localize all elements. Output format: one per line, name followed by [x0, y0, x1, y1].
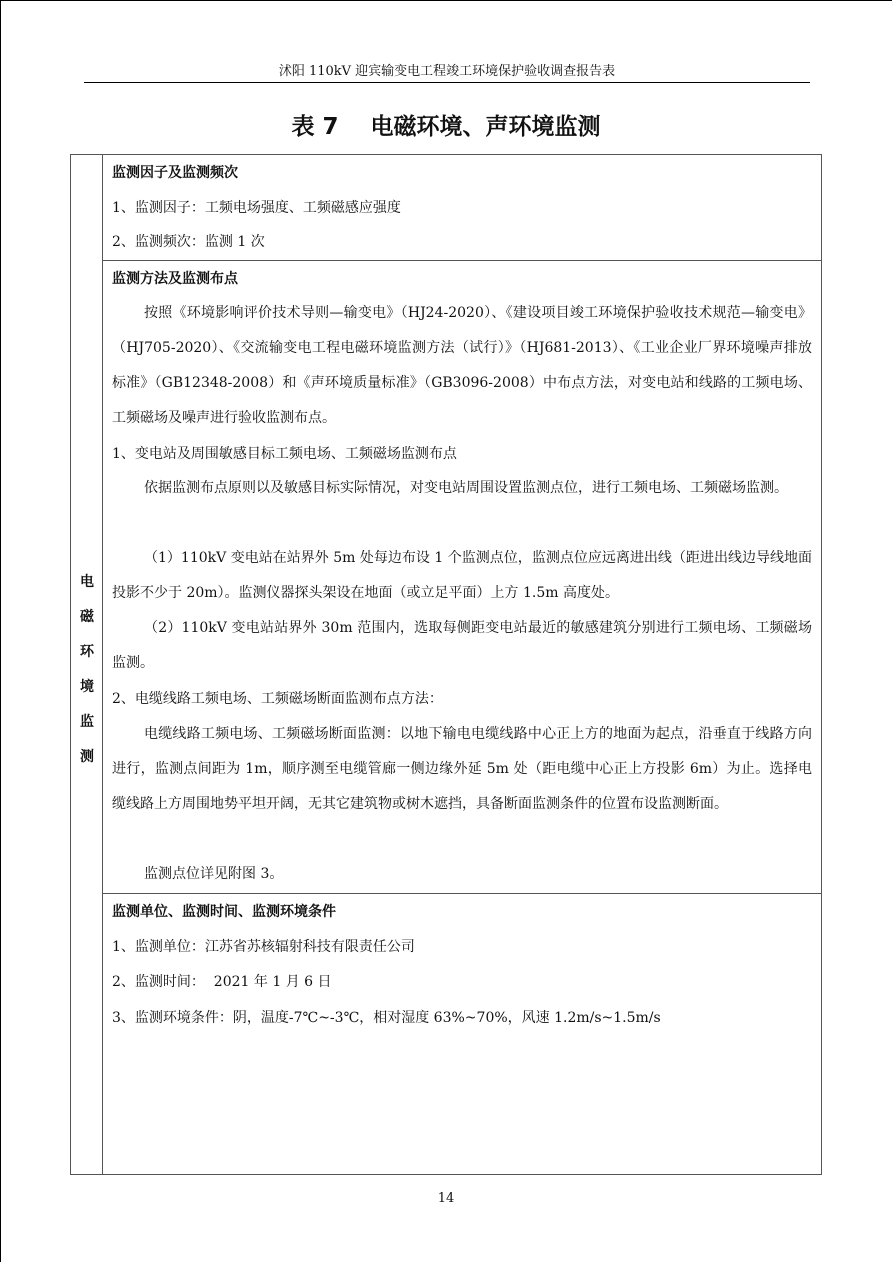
list-item: 3、监测环境条件：阴，温度-7℃~-3℃，相对湿度 63%~70%，风速 1.2m/s~1.5m/s [112, 1010, 661, 1026]
side-label-char: 境 [80, 679, 94, 695]
subsection-title: 2、电缆线路工频电场、工频磁场断面监测布点方法： [112, 691, 443, 707]
side-label-char: 磁 [80, 609, 94, 625]
section-heading: 监测因子及监测频次 [112, 165, 238, 181]
side-label-char: 环 [80, 644, 94, 660]
paragraph: （2）110kV 变电站站界外 30m 范围内，选取每侧距变电站最近的敏感建筑分别进行工频电场、工频磁场监测。 [112, 620, 812, 671]
section-monitoring-factors [103, 155, 821, 261]
list-item: 1、监测因子：工频电场强度、工频磁感应强度 [112, 200, 401, 216]
section-heading: 监测方法及监测布点 [112, 271, 238, 287]
page-top-border [0, 0, 892, 1]
section-monitoring-conditions [103, 894, 821, 1174]
list-item: 2、监测频次：监测 1 次 [112, 234, 265, 250]
subsection-title: 1、变电站及周围敏感目标工频电场、工频磁场监测布点 [112, 446, 457, 462]
side-label [71, 565, 103, 775]
list-item: 2、监测时间： 2021 年 1 月 6 日 [112, 974, 332, 990]
note-text: 监测点位详见附图 3。 [144, 866, 284, 882]
running-header: 沭阳 110kV 迎宾输变电工程竣工环境保护验收调查报告表 [278, 64, 616, 79]
paragraph: （1）110kV 变电站在站界外 5m 处每边布设 1 个监测点位，监测点位应远离进出线（距进出线边导线地面投影不少于 20m）。监测仪器探头架设在地面（或立足平面）上方 1.5m 高度处。 [112, 550, 812, 601]
side-label-char: 电 [80, 574, 94, 590]
page-left-border [0, 0, 1, 1262]
side-label-char: 监 [80, 714, 94, 730]
table-title: 表 7 电磁环境、声环境监测 [291, 114, 601, 140]
list-item: 1、监测单位：江苏省苏核辐射科技有限责任公司 [112, 939, 415, 955]
section-heading: 监测单位、监测时间、监测环境条件 [112, 904, 336, 920]
paragraph: 电缆线路工频电场、工频磁场断面监测：以地下输电电缆线路中心正上方的地面为起点，沿垂直于线路方向进行，监测点间距为 1m，顺序测至电缆管廊一侧边缘外延 5m 处（距电缆中心正上方投影 6m）为止。选择电缆线路上方周围地势平坦开阔，无其它建筑物或树木遮挡，具备断面监测条件的位置布设监测断面。 [112, 726, 812, 812]
header-divider [84, 82, 810, 83]
intro-paragraph: 按照《环境影响评价技术导则—输变电》（HJ24-2020）、《建设项目竣工环境保护验收技术规范—输变电》（HJ705-2020）、《交流输变电工程电磁环境监测方法（试行）》（HJ681-2013）、《工业企业厂界环境噪声排放标准》（GB12348-2008）和《声环境质量标准》（GB3096-2008）中布点方法，对变电站和线路的工频电场、工频磁场及噪声进行验收监测布点。 [112, 305, 812, 426]
side-label-char: 测 [80, 749, 94, 765]
side-label-column [71, 155, 103, 1174]
report-table [70, 154, 822, 1175]
page-number: 14 [437, 1191, 455, 1206]
paragraph: 依据监测布点原则以及敏感目标实际情况，对变电站周围设置监测点位，进行工频电场、工频磁场监测。 [144, 480, 788, 496]
section-monitoring-method [103, 261, 821, 894]
